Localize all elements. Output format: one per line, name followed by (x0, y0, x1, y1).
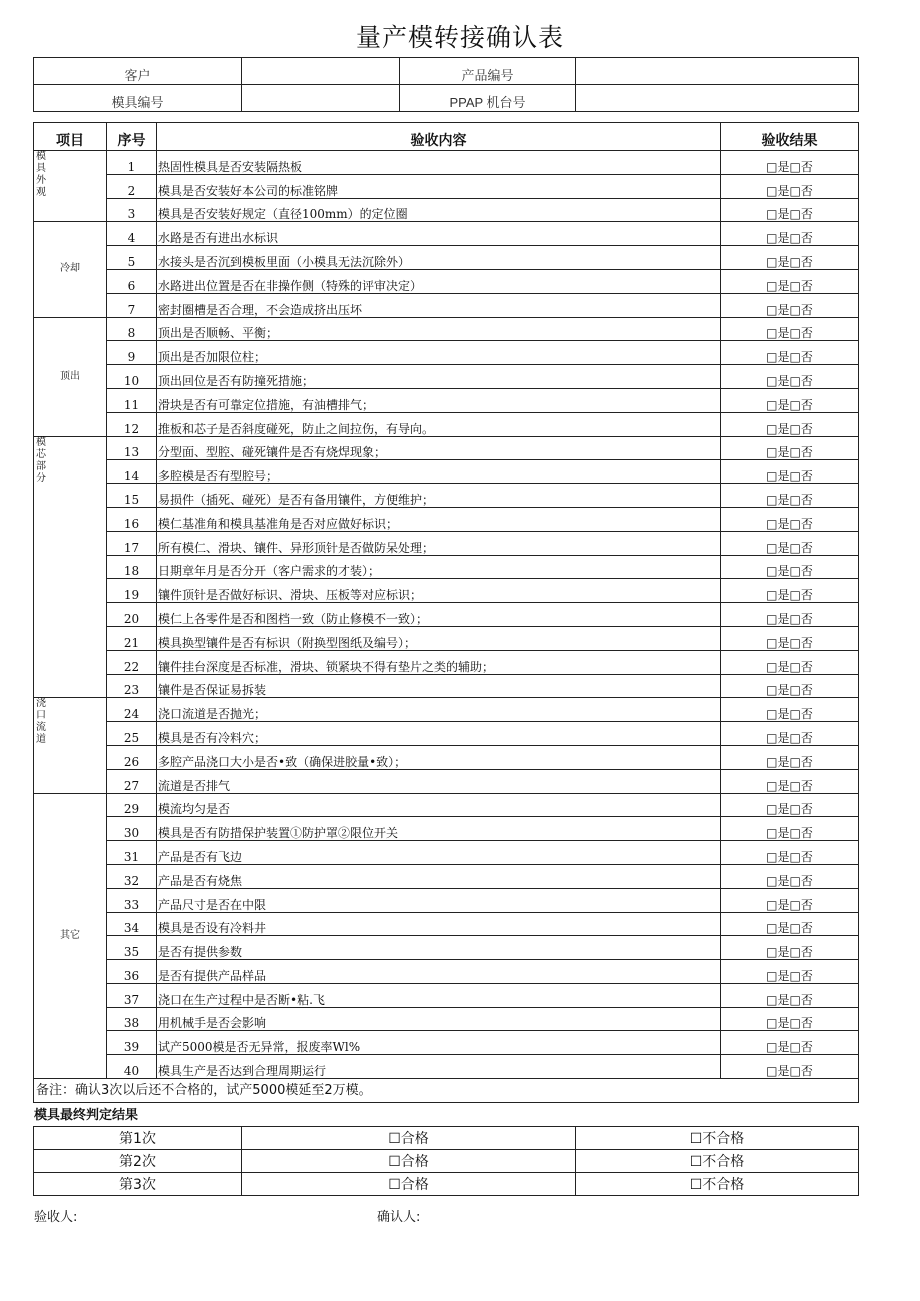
table-row (34, 365, 859, 389)
result-checkbox[interactable]: □是□否 (721, 674, 859, 698)
item-number: 10 (107, 365, 157, 389)
round-label: 第1次 (34, 1127, 242, 1150)
item-number: 2 (107, 174, 157, 198)
category-label: 模芯部分 (36, 436, 46, 484)
item-number: 13 (107, 436, 157, 460)
item-content: 模具换型镶件是否有标识（附换型图纸及编号）； (157, 626, 721, 650)
table-row (34, 317, 859, 341)
item-content: 分型面、型腔、碰死镶件是否有烧焊现象； (157, 436, 721, 460)
item-content: 水路是否有进出水标识 (157, 222, 721, 246)
item-number: 5 (107, 246, 157, 270)
result-checkbox[interactable]: □是□否 (721, 841, 859, 865)
item-number: 1 (107, 151, 157, 175)
product-no-field[interactable] (576, 58, 859, 85)
page-title: 量产模转接确认表 (355, 23, 564, 52)
result-checkbox[interactable]: □是□否 (721, 412, 859, 436)
table-header (34, 123, 859, 151)
result-checkbox[interactable]: □是□否 (721, 269, 859, 293)
item-content: 水接头是否沉到模板里面（小模具无法沉除外） (157, 246, 721, 270)
mold-no-label: 模具编号 (34, 85, 242, 112)
info-table (33, 57, 859, 112)
item-number: 20 (107, 603, 157, 627)
result-checkbox[interactable]: □是□否 (721, 626, 859, 650)
table-row (34, 198, 859, 222)
final-row (34, 1173, 859, 1196)
note-row (34, 1079, 859, 1103)
item-number: 21 (107, 626, 157, 650)
item-content: 水路进出位置是否在非操作侧（特殊的评审决定） (157, 269, 721, 293)
fail-checkbox[interactable]: ☐不合格 (576, 1173, 859, 1196)
result-checkbox[interactable]: □是□否 (721, 888, 859, 912)
item-number: 25 (107, 722, 157, 746)
item-content: 浇口在生产过程中是否断•粘.飞 (157, 983, 721, 1007)
result-checkbox[interactable]: □是□否 (721, 484, 859, 508)
table-row (34, 269, 859, 293)
round-label: 第2次 (34, 1150, 242, 1173)
item-number: 6 (107, 269, 157, 293)
item-content: 易损件（插死、碰死）是否有备用镶件，方便维护； (157, 484, 721, 508)
round-label: 第3次 (34, 1173, 242, 1196)
category-label: 其它 (60, 929, 80, 941)
item-number: 9 (107, 341, 157, 365)
item-number: 8 (107, 317, 157, 341)
col-item: 项目 (34, 123, 107, 151)
item-number: 33 (107, 888, 157, 912)
result-checkbox[interactable]: □是□否 (721, 936, 859, 960)
table-row (34, 983, 859, 1007)
table-row (34, 1007, 859, 1031)
result-checkbox[interactable]: □是□否 (721, 864, 859, 888)
result-checkbox[interactable]: □是□否 (721, 436, 859, 460)
item-number: 32 (107, 864, 157, 888)
table-row (34, 222, 859, 246)
item-content: 模具是否有防措保护装置①防护罩②限位开关 (157, 817, 721, 841)
result-checkbox[interactable]: □是□否 (721, 555, 859, 579)
item-number: 17 (107, 531, 157, 555)
result-checkbox[interactable]: □是□否 (721, 174, 859, 198)
table-row (34, 507, 859, 531)
result-checkbox[interactable]: □是□否 (721, 579, 859, 603)
result-checkbox[interactable]: □是□否 (721, 460, 859, 484)
final-row (34, 1127, 859, 1150)
item-content: 模仁上各零件是否和图档一致（防止修模不一致）； (157, 603, 721, 627)
table-row (34, 769, 859, 793)
item-number: 14 (107, 460, 157, 484)
item-content: 顶出是否加限位柱； (157, 341, 721, 365)
result-checkbox[interactable]: □是□否 (721, 198, 859, 222)
item-content: 镶件挂台深度是否标准，滑块、锁紧块不得有垫片之类的辅助； (157, 650, 721, 674)
category-cell (34, 317, 107, 436)
info-row (34, 85, 859, 112)
result-checkbox[interactable]: □是□否 (721, 1031, 859, 1055)
category-label: 顶出 (60, 370, 80, 382)
item-content: 多腔模是否有型腔号； (157, 460, 721, 484)
category-cell (34, 698, 107, 793)
table-row (34, 174, 859, 198)
item-content: 模仁基准角和模具基准角是否对应做好标识； (157, 507, 721, 531)
ppap-field[interactable] (576, 85, 859, 112)
item-content: 是否有提供产品样品 (157, 960, 721, 984)
col-result: 验收结果 (721, 123, 859, 151)
item-content: 镶件顶针是否做好标识、滑块、压板等对应标识； (157, 579, 721, 603)
result-checkbox[interactable]: □是□否 (721, 317, 859, 341)
item-content: 所有模仁、滑块、镶件、异形顶针是否做防呆处理； (157, 531, 721, 555)
table-row (34, 936, 859, 960)
item-content: 顶出是否顺畅、平衡； (157, 317, 721, 341)
result-checkbox[interactable]: □是□否 (721, 1007, 859, 1031)
final-result-table (33, 1126, 859, 1196)
table-row (34, 246, 859, 270)
table-row (34, 412, 859, 436)
ppap-label: PPAP 机台号 (400, 85, 576, 112)
item-content: 试产5000模是否无异常，报废率Wl% (157, 1031, 721, 1055)
category-cell (34, 151, 107, 222)
category-label: 冷却 (60, 263, 80, 275)
table-row (34, 650, 859, 674)
item-number: 37 (107, 983, 157, 1007)
item-number: 31 (107, 841, 157, 865)
table-row (34, 531, 859, 555)
result-checkbox[interactable]: □是□否 (721, 388, 859, 412)
result-checkbox[interactable]: □是□否 (721, 341, 859, 365)
item-number: 26 (107, 745, 157, 769)
result-checkbox[interactable]: □是□否 (721, 698, 859, 722)
item-content: 热固性模具是否安装隔热板 (157, 151, 721, 175)
table-row (34, 603, 859, 627)
item-number: 40 (107, 1055, 157, 1079)
fail-checkbox[interactable]: ☐不合格 (576, 1127, 859, 1150)
info-row (34, 58, 859, 85)
result-checkbox[interactable]: □是□否 (721, 365, 859, 389)
customer-label: 客户 (34, 58, 242, 85)
note-text: 备注：确认3次以后还不合格的，试产5000模延至2万模。 (34, 1079, 859, 1103)
item-number: 34 (107, 912, 157, 936)
pass-checkbox[interactable]: ☐合格 (242, 1173, 576, 1196)
table-row (34, 817, 859, 841)
item-content: 密封圈槽是否合理，不会造成挤出压坏 (157, 293, 721, 317)
item-content: 顶出回位是否有防撞死措施； (157, 365, 721, 389)
table-row (34, 722, 859, 746)
table-row (34, 698, 859, 722)
item-content: 浇口流道是否抛光； (157, 698, 721, 722)
item-content: 用机械手是否会影响 (157, 1007, 721, 1031)
item-number: 30 (107, 817, 157, 841)
result-checkbox[interactable]: □是□否 (721, 769, 859, 793)
item-number: 7 (107, 293, 157, 317)
table-row (34, 626, 859, 650)
item-number: 3 (107, 198, 157, 222)
result-checkbox[interactable]: □是□否 (721, 507, 859, 531)
item-content: 是否有提供参数 (157, 936, 721, 960)
table-row (34, 745, 859, 769)
table-row (34, 674, 859, 698)
item-content: 模具是否有冷料穴； (157, 722, 721, 746)
result-checkbox[interactable]: □是□否 (721, 603, 859, 627)
result-checkbox[interactable]: □是□否 (721, 650, 859, 674)
item-number: 27 (107, 769, 157, 793)
table-row (34, 1031, 859, 1055)
item-number: 36 (107, 960, 157, 984)
table-row (34, 960, 859, 984)
final-row (34, 1150, 859, 1173)
item-number: 18 (107, 555, 157, 579)
item-content: 推板和芯子是否斜度碰死，防止之间拉伤，有导向。 (157, 412, 721, 436)
result-checkbox[interactable]: □是□否 (721, 531, 859, 555)
result-checkbox[interactable]: □是□否 (721, 1055, 859, 1079)
table-row (34, 436, 859, 460)
final-result-label: 模具最终判定结果 (34, 1108, 139, 1123)
table-row (34, 912, 859, 936)
category-label: 模具外观 (36, 151, 46, 198)
col-content: 验收内容 (157, 123, 721, 151)
item-content: 镶件是否保证易拆装 (157, 674, 721, 698)
result-checkbox[interactable]: □是□否 (721, 793, 859, 817)
result-checkbox[interactable]: □是□否 (721, 745, 859, 769)
item-content: 模具生产是否达到合理周期运行 (157, 1055, 721, 1079)
item-number: 19 (107, 579, 157, 603)
table-row (34, 460, 859, 484)
item-content: 流道是否排气 (157, 769, 721, 793)
item-number: 4 (107, 222, 157, 246)
item-number: 11 (107, 388, 157, 412)
item-content: 产品是否有烧焦 (157, 864, 721, 888)
inspector-signature: 验收人: (34, 1210, 78, 1225)
product-no-label: 产品编号 (400, 58, 576, 85)
item-number: 39 (107, 1031, 157, 1055)
result-checkbox[interactable]: □是□否 (721, 151, 859, 175)
table-row (34, 841, 859, 865)
result-checkbox[interactable]: □是□否 (721, 246, 859, 270)
table-row (34, 864, 859, 888)
item-number: 24 (107, 698, 157, 722)
result-checkbox[interactable]: □是□否 (721, 817, 859, 841)
item-content: 多腔产品浇口大小是否•致（确保进胶量•致）； (157, 745, 721, 769)
item-number: 23 (107, 674, 157, 698)
table-row (34, 341, 859, 365)
item-content: 产品是否有飞边 (157, 841, 721, 865)
item-number: 22 (107, 650, 157, 674)
table-row (34, 151, 859, 175)
customer-field[interactable] (242, 58, 400, 85)
result-checkbox[interactable]: □是□否 (721, 293, 859, 317)
acceptance-table (33, 122, 859, 1103)
category-label: 浇口流道 (36, 698, 46, 746)
table-row (34, 579, 859, 603)
table-row (34, 484, 859, 508)
item-number: 29 (107, 793, 157, 817)
category-cell (34, 222, 107, 317)
result-checkbox[interactable]: □是□否 (721, 912, 859, 936)
item-number: 16 (107, 507, 157, 531)
item-content: 日期章年月是否分开（客户需求的才装）； (157, 555, 721, 579)
table-row (34, 293, 859, 317)
table-row (34, 888, 859, 912)
item-number: 12 (107, 412, 157, 436)
item-number: 35 (107, 936, 157, 960)
col-no: 序号 (107, 123, 157, 151)
table-row (34, 388, 859, 412)
item-number: 15 (107, 484, 157, 508)
mold-no-field[interactable] (242, 85, 400, 112)
table-row (34, 1055, 859, 1079)
result-checkbox[interactable]: □是□否 (721, 983, 859, 1007)
table-row (34, 793, 859, 817)
item-content: 模具是否安装好本公司的标准铭牌 (157, 174, 721, 198)
item-number: 38 (107, 1007, 157, 1031)
result-checkbox[interactable]: □是□否 (721, 960, 859, 984)
category-cell (34, 436, 107, 698)
pass-checkbox[interactable]: ☐合格 (242, 1127, 576, 1150)
item-content: 滑块是否有可靠定位措施，有油槽排气； (157, 388, 721, 412)
fail-checkbox[interactable]: ☐不合格 (576, 1150, 859, 1173)
item-content: 产品尺寸是否在中限 (157, 888, 721, 912)
pass-checkbox[interactable]: ☐合格 (242, 1150, 576, 1173)
item-content: 模具是否安装好规定（直径100mm）的定位圈 (157, 198, 721, 222)
result-checkbox[interactable]: □是□否 (721, 222, 859, 246)
item-content: 模流均匀是否 (157, 793, 721, 817)
item-content: 模具是否设有冷料井 (157, 912, 721, 936)
confirmer-signature: 确认人: (377, 1210, 421, 1225)
table-row (34, 555, 859, 579)
result-checkbox[interactable]: □是□否 (721, 722, 859, 746)
category-cell (34, 793, 107, 1079)
